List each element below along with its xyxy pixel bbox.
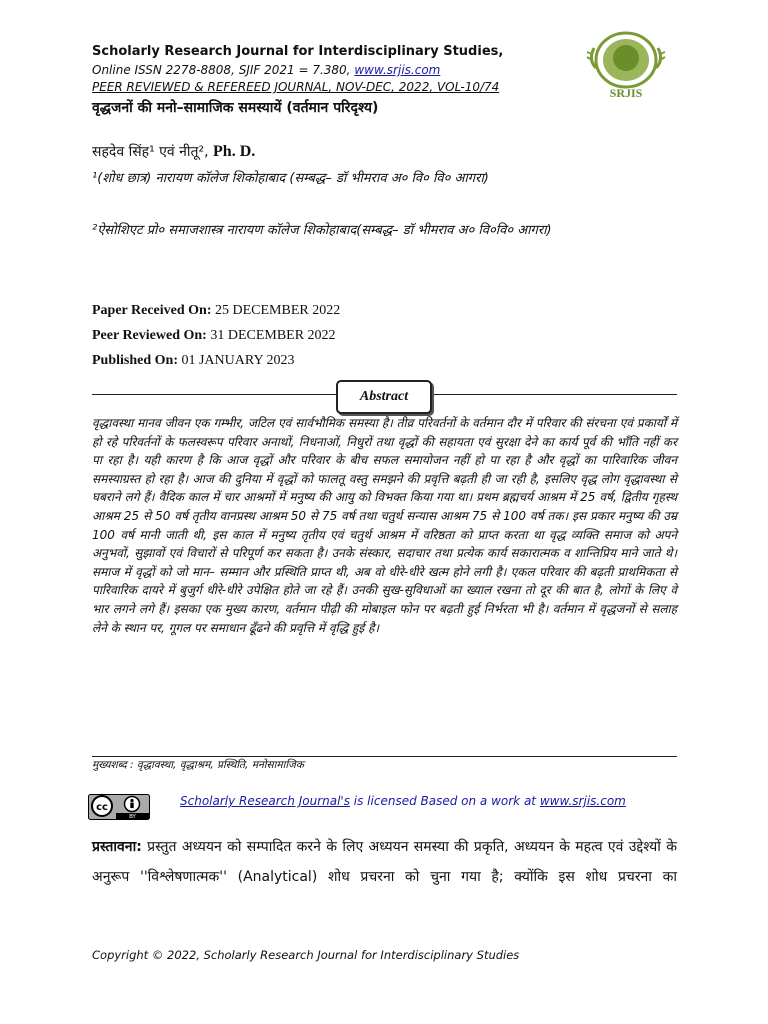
- journal-license-link[interactable]: Scholarly Research Journal's: [180, 794, 350, 808]
- svg-text:cc: cc: [96, 802, 108, 813]
- srjis-logo: [582, 30, 670, 102]
- affiliation-1: ¹(शोध छात्र) नारायण कॉलेज शिकोहाबाद (सम्बद्ध– डॉ भीमराव अ० वि० वि० आगरा): [92, 171, 489, 186]
- author-degree: Ph. D.: [213, 143, 256, 160]
- keywords-divider: [92, 756, 677, 757]
- affiliation-2: ²ऐसोशिएट प्रो० समाजशास्त्र नारायण कॉलेज शिकोहाबाद(सम्बद्ध– डॉ भीमराव अ० वि०वि० आगरा): [92, 223, 552, 238]
- published-value: 01 JANUARY 2023: [177, 353, 295, 368]
- journal-website-link[interactable]: www.srjis.com: [354, 63, 441, 77]
- cc-by-license-icon[interactable]: [88, 794, 150, 820]
- abstract-heading: Abstract: [336, 380, 432, 414]
- published-label: Published On:: [92, 353, 178, 368]
- introduction-text: प्रस्तुत अध्ययन को सम्पादित करने के लिए अध्ययन समस्या की प्रकृति, अध्ययन के महत्व एवं उद्देश्यों के अनुरूप ''विश्लेषणात्मक'' (Analytical) शोध प्रचरना को चुना गया है; क्योंकि इस शोध प्रचरना का: [92, 839, 677, 885]
- reviewed-date: [92, 328, 336, 344]
- abstract-text: वृद्धावस्था मानव जीवन एक गम्भीर, जटिल एवं सार्वभौमिक समस्या है। तीव्र परिवर्तनों के वर्तमान दौर में परिवार की संरचना एवं प्रकार्यों में हो रहे परिवर्तनों के फलस्वरूप परिवार अनाथों, निधनाओं, निधुरों तथा वृद्धों की सहायता एवं सुरक्षा देने का कार्य पूर्व की भाँति नहीं कर पा रहा है। यही कारण है कि आज वृद्धों और परिवार के बीच सफल समायोजन नहीं हो पा रहा है और वृद्धों का पारिवारिक जीवन समस्याग्रस्त हो रहा है। आज की दुनिया में वृद्धों को फालतू वस्तु समझने की प्रवृत्ति बढ़ती ही जा रही है, इसलिए वृद्ध लोग वृद्धावस्था से घबराने लगे हैं। वैदिक काल में चार आश्रमों में मनुष्य की आयु को विभक्त किया गया था। प्रथम ब्रह्मचर्य आश्रम में 25 वर्ष, द्वितीय गृहस्थ आश्रम 25 से 50 वर्ष तृतीय वानप्रस्थ आश्रम 50 से 75 वर्ष तथा चतुर्थ सन्यास आश्रम 75 से 100 वर्ष तक। इस प्रकार मनुष्य की उम्र 100 वर्ष मानी जाती थी, इस काल में मनुष्य तृतीय एवं चतुर्थ आश्रम में वरिष्ठता को प्राप्त करता था वृद्ध व्यक्ति समाज को अपने अनुभवों, सुझावों एवं विचारों से परिपूर्ण कर सकता है। उनके संस्कार, सदाचार तथा प्रत्येक कार्य सकारात्मक व शान्तिप्रिय माने जाते थे। समाज में वृद्धों को जो मान– सम्मान और प्रस्थिति प्राप्त थी, अब वो धीरे-धीरे खत्म होने लगी है। एकल परिवार की बढ़ती प्राथमिकता से पारिवारिक दायरे में बुजुर्ग धीरे-धीरे उपेक्षित होते जा रहे हैं। उनकी सुख-सुविधाओं का ख्याल रखना तो दूर की बात है, लोगों के लिए वे भार लगने लगे हैं। इसका एक मुख्य कारण, वर्तमान पीढ़ी की मोबाइल फोन पर बढ़ती हुई निर्भरता भी है। वर्तमान में वृद्धजनों से सलाह लेने के स्थान पर, गूगल पर समाधान ढूँढने की प्रवृत्ति में वृद्धि हुई है।: [92, 416, 677, 635]
- authors-line: [92, 142, 255, 161]
- introduction-paragraph: [92, 832, 677, 892]
- issn-line: [92, 63, 440, 77]
- received-label: Paper Received On:: [92, 303, 212, 318]
- journal-title: Scholarly Research Journal for Interdisciplinary Studies,: [92, 44, 504, 59]
- article-title: वृद्धजनों की मनो–सामाजिक समस्यायें (वर्तमान परिदृश्य): [92, 100, 379, 116]
- received-value: 25 DECEMBER 2022: [211, 303, 341, 318]
- license-line: [180, 794, 626, 808]
- copyright-footer: Copyright © 2022, Scholarly Research Journal for Interdisciplinary Studies: [92, 948, 520, 962]
- srjis-link[interactable]: www.srjis.com: [539, 794, 626, 808]
- keywords: मुख्यशब्द : वृद्धावस्था, वृद्धाश्रम, प्रस्थिति, मनोसामाजिक: [92, 759, 304, 771]
- received-date: [92, 303, 340, 319]
- license-text: is licensed Based on a work at: [349, 794, 540, 808]
- logo-text: SRJIS: [609, 86, 643, 100]
- published-date: [92, 353, 295, 369]
- author-names: सहदेव सिंह¹ एवं नीतू²,: [92, 144, 214, 160]
- introduction-label: प्रस्तावना:: [92, 839, 142, 855]
- cc-by-label: BY: [129, 814, 136, 820]
- issn-text: Online ISSN 2278-8808, SJIF 2021 = 7.380,: [92, 63, 355, 77]
- review-line: PEER REVIEWED & REFEREED JOURNAL, NOV-DEC, 2022, VOL-10/74: [92, 80, 500, 94]
- reviewed-value: 31 DECEMBER 2022: [206, 328, 336, 343]
- reviewed-label: Peer Reviewed On:: [92, 328, 207, 343]
